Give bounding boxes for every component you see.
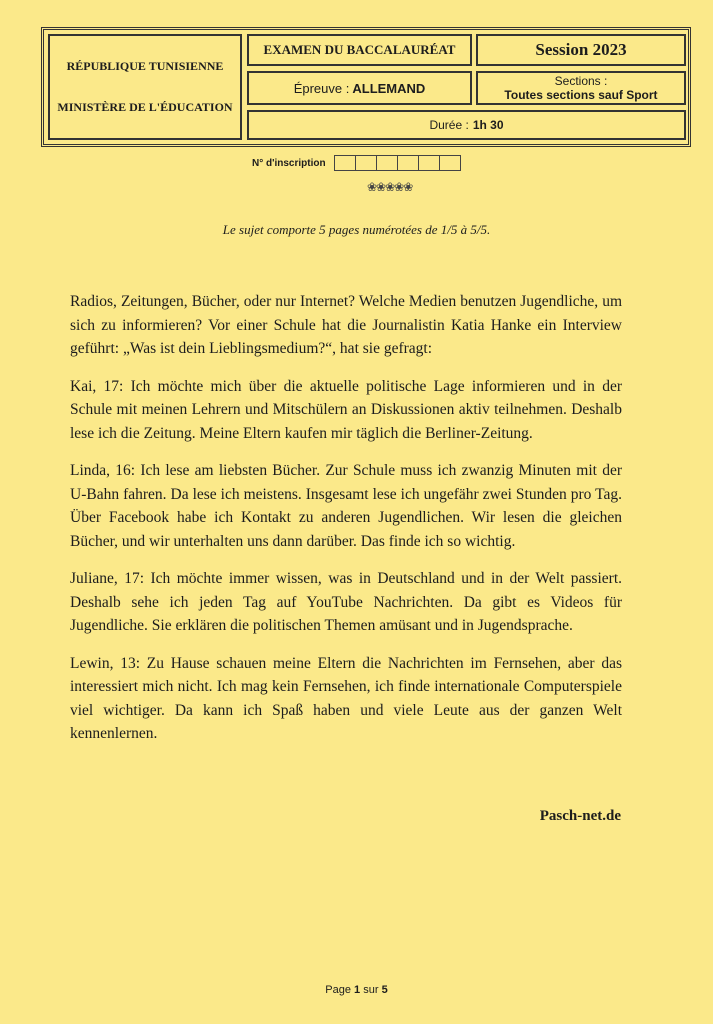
footer-middle: sur	[363, 984, 379, 996]
institution-cell	[48, 34, 242, 140]
inscription-boxes[interactable]	[334, 155, 460, 171]
republic-label: RÉPUBLIQUE TUNISIENNE	[66, 59, 224, 73]
linda-paragraph: Linda, 16: Ich lese am liebsten Bücher. Zur Schule muss ich zwanzig Minuten mit der U-Bahn fahren. Da lese ich meistens. Insgesamt lese ich ungefähr zwei Stunden pro Tag. Über Facebook habe ich Kontakt zu anderen Jugendlichen. Wir lesen die gleichen Bücher, und wir unterhalten uns dann darüber. Das finde ich so wichtig.	[70, 462, 622, 550]
epreuve-label: Épreuve :	[293, 80, 350, 96]
duree-value: 1h 30	[472, 118, 504, 132]
exam-header	[41, 27, 691, 147]
inscription-digit-box[interactable]	[418, 155, 440, 171]
inscription-digit-box[interactable]	[397, 155, 419, 171]
duree-label: Durée :	[429, 118, 469, 132]
inscription-digit-box[interactable]	[439, 155, 461, 171]
page-footer	[0, 984, 713, 996]
inscription-digit-box[interactable]	[334, 155, 356, 171]
juliane-paragraph: Juliane, 17: Ich möchte immer wissen, was in Deutschland und in der Welt passiert. Deshalb sehe ich jeden Tag auf YouTube Nachrichten. Da gibt es Videos für Jugendliche. Sie erklären die politischen Themen amüsant und in Jugendsprache.	[70, 570, 622, 634]
epreuve-value: ALLEMAND	[352, 80, 426, 96]
sections-label: Sections :	[554, 74, 608, 88]
exam-title: EXAMEN DU BACCALAURÉAT	[247, 34, 472, 66]
inscription-digit-box[interactable]	[376, 155, 398, 171]
subject-note: Le sujet comporte 5 pages numérotées de 1/5 à 5/5.	[222, 222, 491, 237]
epreuve-cell	[247, 71, 472, 105]
footer-prefix: Page	[325, 984, 351, 996]
seal-stamp-icon: ❀❀❀❀❀	[367, 180, 413, 194]
sections-value: Toutes sections sauf Sport	[504, 88, 658, 102]
intro-paragraph: Radios, Zeitungen, Bücher, oder nur Internet? Welche Medien benutzen Jugendliche, um sich zu informieren? Vor einer Schule hat die Journalistin Katia Hanke ein Interview geführt: „Was ist dein Lieblingsmedium?“, hat sie gefragt:	[70, 293, 622, 357]
inscription-digit-box[interactable]	[355, 155, 377, 171]
session-label: Session 2023	[476, 34, 686, 66]
inscription-row	[252, 155, 460, 171]
kai-paragraph: Kai, 17: Ich möchte mich über die aktuelle politische Lage informieren und in der Schule mit meinen Lehrern und Mitschülern an Diskussionen aktiv teilnehmen. Deshalb lese ich die Zeitung. Meine Eltern kaufen mir täglich die Berliner-Zeitung.	[70, 377, 622, 442]
lewin-paragraph: Lewin, 13: Zu Hause schauen meine Eltern die Nachrichten im Fernsehen, aber das interessiert mich nicht. Ich mag kein Fernsehen, ich finde internationale Computerspiele viel wichtiger. Da kann ich Spaß haben und viele Leute aus der ganzen Welt kennenlernen.	[70, 654, 622, 742]
source-credit: Pasch-net.de	[539, 808, 621, 824]
duree-cell	[247, 110, 686, 140]
footer-total: 5	[381, 984, 388, 996]
footer-page: 1	[354, 984, 361, 996]
ministry-label: MINISTÈRE DE L'ÉDUCATION	[57, 100, 233, 114]
reading-text	[70, 290, 622, 760]
sections-cell	[476, 71, 686, 105]
inscription-label: N° d'inscription	[252, 157, 326, 169]
